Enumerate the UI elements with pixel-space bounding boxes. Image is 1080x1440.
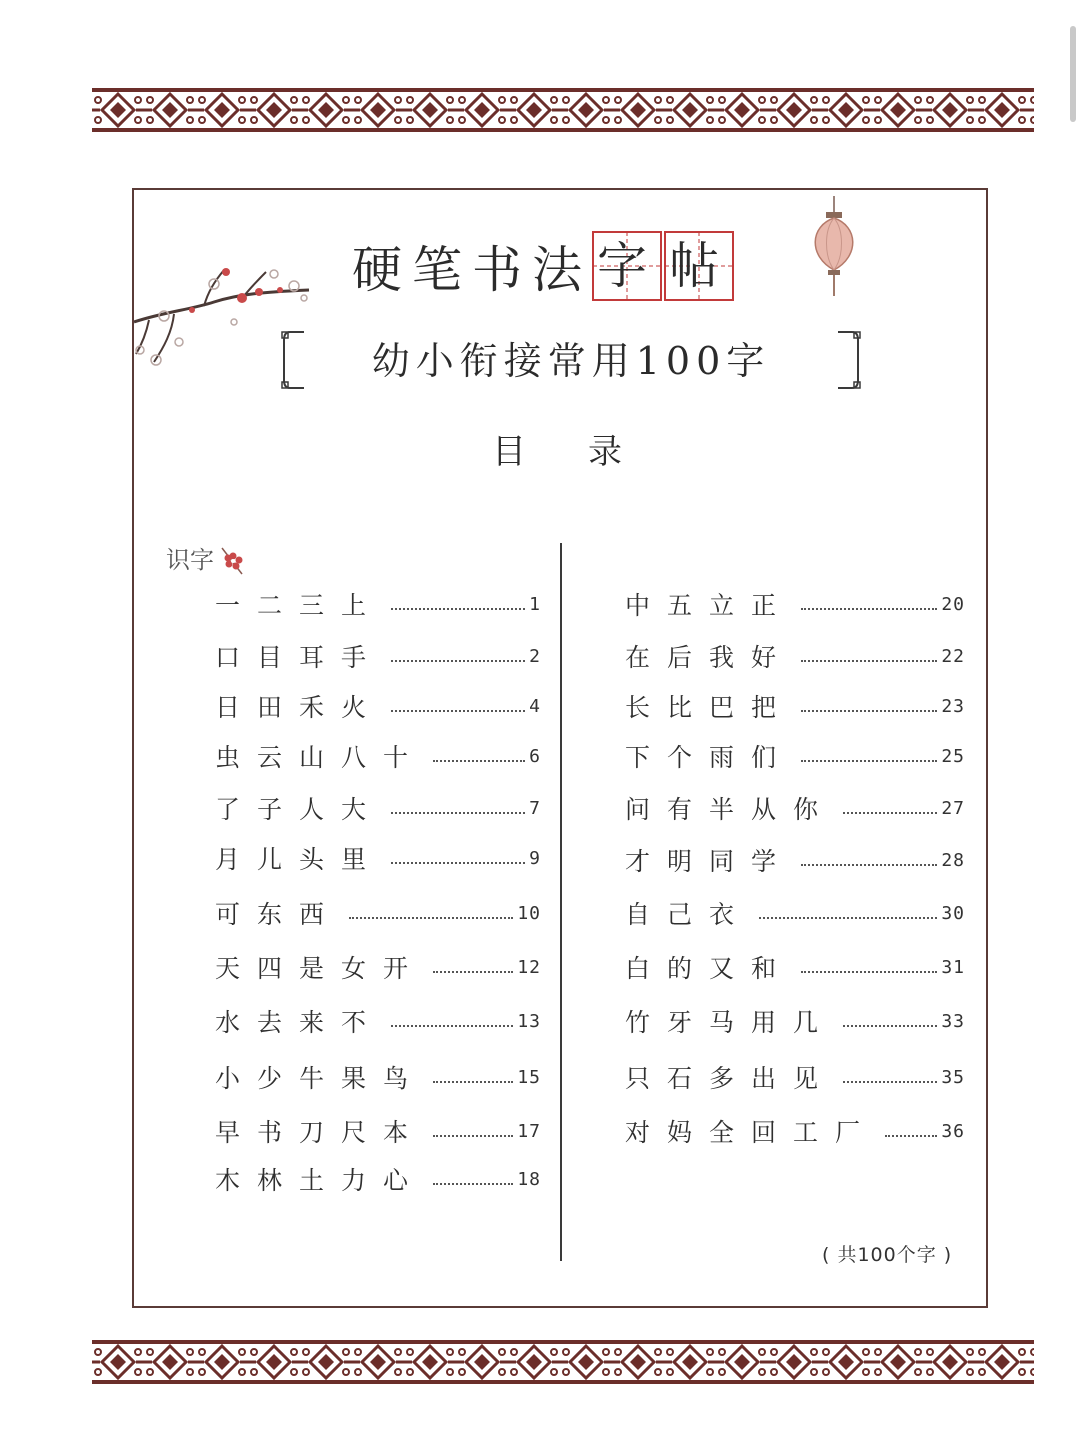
toc-entry[interactable]	[625, 686, 965, 726]
dot-leader	[801, 660, 937, 662]
toc-entry-chars: 虫云山八十	[215, 743, 426, 772]
toc-entry-chars: 下个雨们	[625, 743, 794, 772]
dot-leader	[885, 1135, 937, 1137]
toc-entry[interactable]	[625, 947, 965, 987]
toc-entry[interactable]	[625, 840, 965, 880]
toc-entry-page: 23	[941, 695, 965, 717]
toc-entry[interactable]	[625, 736, 965, 776]
toc-entry-page: 35	[941, 1066, 965, 1088]
dot-leader	[391, 1025, 513, 1027]
toc-entry[interactable]	[625, 893, 965, 933]
dot-leader	[433, 1135, 513, 1137]
toc-entry-page: 25	[941, 745, 965, 767]
toc-entry-page: 15	[517, 1066, 541, 1088]
toc-entry-chars: 可东西	[215, 900, 342, 929]
toc-entry[interactable]	[215, 686, 541, 726]
dot-leader	[391, 660, 525, 662]
toc-entry[interactable]	[215, 947, 541, 987]
dot-leader	[801, 608, 937, 610]
dot-leader	[843, 1081, 937, 1083]
top-ornament-border	[92, 84, 1034, 136]
toc-entry[interactable]	[215, 736, 541, 776]
toc-entry[interactable]	[625, 1001, 965, 1041]
toc-entry[interactable]	[215, 838, 541, 878]
toc-entry-chars: 自己衣	[625, 900, 752, 929]
dot-leader	[391, 710, 525, 712]
toc-entry-page: 4	[529, 695, 541, 717]
dot-leader	[433, 1183, 513, 1185]
toc-entry[interactable]	[625, 1111, 965, 1151]
dot-leader	[349, 917, 513, 919]
toc-entry-page: 28	[941, 849, 965, 871]
dot-leader	[801, 760, 937, 762]
toc-entry-chars: 才明同学	[625, 847, 794, 876]
toc-entry[interactable]	[215, 584, 541, 624]
dot-leader	[759, 917, 937, 919]
dot-leader	[843, 1025, 937, 1027]
toc-entry-chars: 水去来不	[215, 1008, 384, 1037]
toc-entry[interactable]	[625, 788, 965, 828]
subtitle: 幼小衔接常用100字	[371, 339, 771, 383]
dot-leader	[801, 864, 937, 866]
total-count: ( 共100个字 )	[822, 1244, 953, 1266]
toc-entry-page: 30	[941, 902, 965, 924]
dot-leader	[801, 710, 937, 712]
toc-entry[interactable]	[215, 1159, 541, 1199]
toc-entry[interactable]	[215, 1001, 541, 1041]
title-text: 硬笔书法	[352, 241, 592, 299]
toc-entry[interactable]	[215, 636, 541, 676]
toc-entry-chars: 了子人大	[215, 795, 384, 824]
toc-entry-chars: 竹牙马用几	[625, 1008, 836, 1037]
dot-leader	[843, 812, 937, 814]
toc-entry-page: 2	[529, 645, 541, 667]
toc-entry-page: 18	[517, 1168, 541, 1190]
dot-leader	[433, 971, 513, 973]
toc-entry-chars: 口目耳手	[215, 643, 384, 672]
toc-entry[interactable]	[625, 584, 965, 624]
toc-entry-chars: 一二三上	[215, 591, 384, 620]
bottom-ornament-border	[92, 1336, 1034, 1388]
toc-entry-page: 7	[529, 797, 541, 819]
toc-entry-chars: 只石多出见	[625, 1064, 836, 1093]
toc-entry[interactable]	[215, 788, 541, 828]
dot-leader	[801, 971, 937, 973]
toc-entry-page: 9	[529, 847, 541, 869]
toc-entry-page: 10	[517, 902, 541, 924]
section-label: 识字	[166, 540, 246, 576]
toc-entry-chars: 木林土力心	[215, 1166, 426, 1195]
toc-entry-chars: 日田禾火	[215, 693, 384, 722]
toc-entry-chars: 早书刀尺本	[215, 1118, 426, 1147]
toc-entry-chars: 中五立正	[625, 591, 794, 620]
dot-leader	[391, 812, 525, 814]
toc-entry-page: 17	[517, 1120, 541, 1142]
toc-entry[interactable]	[215, 1057, 541, 1097]
blossom-icon	[220, 546, 246, 576]
toc-entry-chars: 天四是女开	[215, 954, 426, 983]
toc-entry[interactable]	[215, 1111, 541, 1151]
scrollbar[interactable]	[1070, 26, 1076, 122]
toc-entry-page: 20	[941, 593, 965, 615]
toc-entry-page: 22	[941, 645, 965, 667]
toc-entry-page: 6	[529, 745, 541, 767]
toc-entry-chars: 白的又和	[625, 954, 794, 983]
dot-leader	[433, 760, 525, 762]
toc-entry-page: 31	[941, 956, 965, 978]
toc-entry-chars: 长比巴把	[625, 693, 794, 722]
toc-entry-chars: 月儿头里	[215, 845, 384, 874]
dot-leader	[391, 608, 525, 610]
dot-leader	[433, 1081, 513, 1083]
toc-entry-chars: 小少牛果鸟	[215, 1064, 426, 1093]
toc-heading: 目录	[492, 432, 684, 472]
toc-entry-page: 13	[517, 1010, 541, 1032]
toc-entry[interactable]	[215, 893, 541, 933]
page-title	[352, 226, 736, 306]
column-divider	[560, 543, 562, 1261]
toc-entry-chars: 对妈全回工厂	[625, 1118, 878, 1147]
grid-char-2: 帖	[664, 231, 734, 301]
dot-leader	[391, 862, 525, 864]
toc-entry-page: 36	[941, 1120, 965, 1142]
grid-char-1: 字	[592, 231, 662, 301]
toc-entry-chars: 问有半从你	[625, 795, 836, 824]
toc-entry-page: 33	[941, 1010, 965, 1032]
toc-entry[interactable]	[625, 636, 965, 676]
toc-entry-page: 1	[529, 593, 541, 615]
lantern-icon	[806, 196, 862, 300]
toc-entry-page: 12	[517, 956, 541, 978]
toc-entry-page: 27	[941, 797, 965, 819]
toc-entry-chars: 在后我好	[625, 643, 794, 672]
toc-entry[interactable]	[625, 1057, 965, 1097]
subtitle-block	[280, 330, 862, 390]
